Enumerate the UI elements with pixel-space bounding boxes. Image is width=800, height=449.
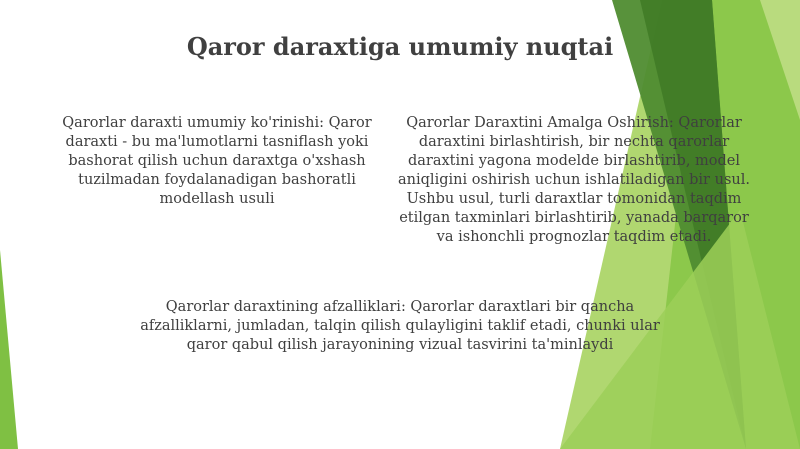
right-text-block: Qarorlar Daraxtini Amalga Oshirish: Qarorlar daraxtini birlashtirish, bir nechta qarorlar daraxtini yagona modelde birlashtirib, model aniqligini oshirish uchun ishlatiladigan bir usul. Ushbu usul, turli daraxtlar tomonidan taqdim etilgan taxminlari birlashtirib, yanada barqaror va ishonchli prognozlar taqdim etadi.: [398, 115, 750, 245]
slide-title: Qaror daraxtiga umumiy nuqtai: [186, 32, 614, 61]
bottom-text-block: Qarorlar daraxtining afzalliklari: Qarorlar daraxtlari bir qancha afzalliklarni, jumladan, talqin qilish qulayligini taklif etadi, chunki ular qaror qabul qilish jarayonining vizual tasvirini ta'minlaydi: [140, 299, 660, 353]
left-text-block: Qarorlar daraxti umumiy ko'rinishi: Qaror daraxti - bu ma'lumotlarni tasniflash yoki bashorat qilish uchun daraxtga o'xshash tuzilmadan foydalanadigan bashoratli modellash usuli: [62, 115, 372, 207]
left-green-strip: [0, 250, 18, 449]
